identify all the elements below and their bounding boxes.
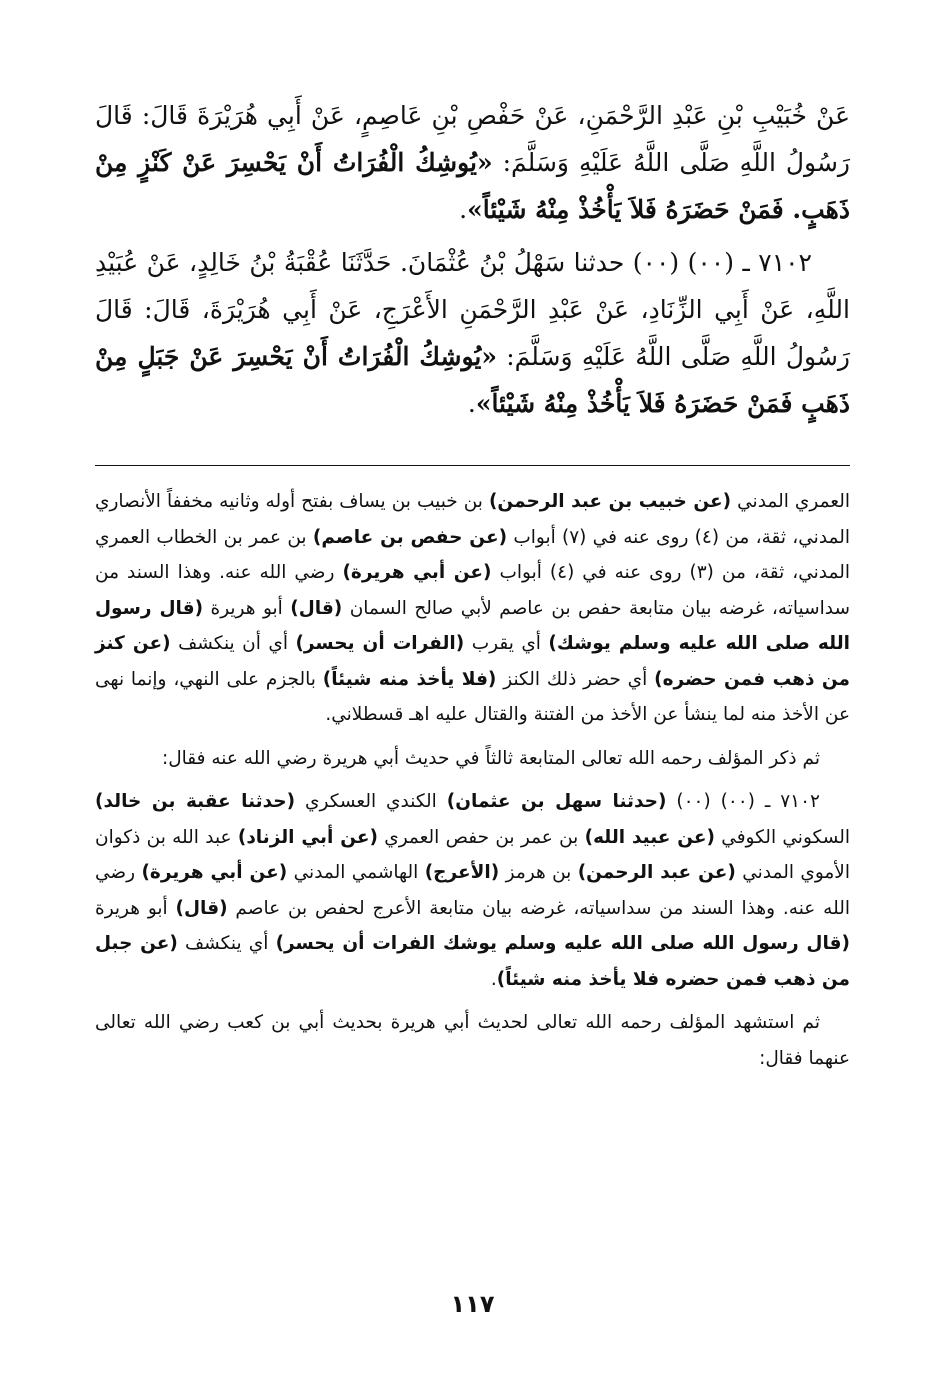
commentary-text: رضي الله عنه. وهذا السند من سداسياته، غرضه بيان متابعة حفص بن عاصم لأبي صالح السمان (95, 562, 850, 619)
commentary-text: بن خبيب بن يساف بفتح أوله وثانيه مخففاً الأنصاري المدني، ثقة، من (٤) روى عنه في (٧) أبواب (95, 491, 851, 548)
commentary-paragraph-4: ثم استشهد المؤلف رحمه الله تعالى لحديث أبي هريرة بحديث أبي بن كعب رضي الله تعالى عنهما فقال: (95, 1012, 850, 1069)
footnote-divider (95, 465, 850, 466)
commentary-quote: (حدثنا عقبة بن خالد) (95, 791, 296, 812)
commentary-quote: (عن عبد الرحمن) (577, 862, 736, 883)
hadith-paragraph-1 (95, 92, 850, 233)
commentary-quote: (عن خبيب بن عبد الرحمن) (488, 491, 732, 512)
commentary-text: بن عمر بن الخطاب العمري المدني، ثقة، من (٣) روى عنه في (٤) أبواب (95, 526, 850, 583)
hadith-2-end: . (467, 389, 476, 418)
commentary-quote: (عن أبي الزناد) (237, 826, 378, 848)
commentary-quote: (عن عبيد الله) (584, 826, 715, 848)
page-body (95, 92, 850, 1084)
commentary-text: أي حضر ذلك الكنز (496, 668, 655, 690)
commentary-text: أبو هريرة (203, 597, 291, 619)
commentary-text: بن هرمز (499, 862, 578, 883)
hadith-1-end: . (459, 195, 468, 224)
hadith-1-matn: «يُوشِكُ الْفُرَاتُ أَنْ يَحْسِرَ عَنْ كَنْزٍ مِنْ ذَهَبٍ. فَمَنْ حَضَرَهُ فَلاَ يَأْخُذْ مِنْهُ شَيْئاً» (95, 148, 850, 224)
commentary-text: رضي الله عنه. وهذا السند من سداسياته، غرضه بيان متابعة الأعرج لحفص بن عاصم (95, 862, 850, 919)
commentary-quote: (قال رسول الله صلى الله عليه وسلم يوشك) (95, 597, 850, 654)
commentary-paragraph-2: ثم ذكر المؤلف رحمه الله تعالى المتابعة ثالثاً في حديث أبي هريرة رضي الله عنه فقال: (161, 747, 820, 769)
commentary-quote: (عن حفص بن عاصم) (312, 526, 508, 548)
commentary-quote: (فلا يأخذ منه شيئاً) (322, 668, 497, 690)
commentary-text: السكوني الكوفي (714, 826, 850, 848)
commentary-quote: (الأعرج) (424, 862, 500, 883)
commentary-text: . (490, 968, 497, 990)
commentary (95, 484, 850, 1076)
commentary-paragraph-3 (95, 784, 850, 997)
hadith-1-chain: عَنْ خُبَيْبِ بْنِ عَبْدِ الرَّحْمَنِ، عَنْ حَفْصِ بْنِ عَاصِمٍ، عَنْ أَبِي هُرَيْرَةَ قَالَ: قَالَ رَسُولُ اللَّهِ صَلَّى اللَّهُ عَلَيْهِ وَسَلَّمَ: (95, 101, 850, 177)
commentary-text: الهاشمي المدني (287, 862, 425, 883)
commentary-quote: (قال رسول الله صلى الله عليه وسلم يوشك الفرات أن يحسر) (275, 933, 850, 954)
commentary-paragraph-1 (95, 484, 850, 733)
commentary-quote: (عن جبل من ذهب فمن حضره فلا يأخذ منه شيئاً) (95, 933, 850, 990)
commentary-text: بالجزم على النهي، وإنما نهى عن الأخذ منه لما ينشأ عن الأخذ من الفتنة والقتال عليه اهـ قسطلاني. (95, 668, 850, 725)
commentary-quote: (قال) (290, 597, 343, 619)
commentary-quote: (عن أبي هريرة) (141, 862, 288, 883)
commentary-quote: (الفرات أن يحسر) (295, 633, 465, 654)
page-number: ١١٧ (450, 1290, 495, 1318)
hadith-text (95, 92, 850, 427)
commentary-quote: (عن كنز من ذهب فمن حضره) (95, 633, 850, 690)
hadith-2-chain: ٧١٠٢ ـ (٠٠) (٠٠) حدثنا سَهْلُ بْنُ عُثْمَانَ. حَدَّثَنَا عُقْبَةُ بْنُ خَالِدٍ، عَنْ عُبَيْدِ اللَّهِ، عَنْ أَبِي الزِّنَادِ، عَنْ عَبْدِ الرَّحْمَنِ الأَعْرَجِ، عَنْ أَبِي هُرَيْرَةَ، قَالَ: قَالَ رَسُولُ اللَّهِ صَلَّى اللَّهُ عَلَيْهِ وَسَلَّمَ: (95, 248, 850, 371)
commentary-text: العمري المدني (731, 491, 850, 512)
commentary-quote: (عن أبي هريرة) (342, 562, 492, 583)
commentary-text: أي يقرب (464, 633, 549, 654)
commentary-text: بن عمر بن حفص العمري (377, 826, 585, 848)
commentary-quote: (قال) (175, 897, 228, 919)
commentary-text: الكندي العسكري (295, 791, 447, 812)
commentary-text: ٧١٠٢ ـ (٠٠) (٠٠) (666, 791, 820, 812)
hadith-2-matn: «يُوشِكُ الْفُرَاتُ أَنْ يَحْسِرَ عَنْ جَبَلٍ مِنْ ذَهَبٍ فَمَنْ حَضَرَهُ فَلاَ يَأْخُذْ مِنْهُ شَيْئاً» (95, 342, 850, 418)
commentary-text: أبو هريرة (95, 897, 176, 919)
commentary-text: عبد الله بن ذكوان الأموي المدني (95, 826, 850, 883)
commentary-text: أي أن ينكشف (170, 633, 296, 654)
commentary-text: أي ينكشف (177, 933, 276, 954)
hadith-paragraph-2 (95, 239, 850, 427)
commentary-quote: (حدثنا سهل بن عثمان) (446, 791, 667, 812)
